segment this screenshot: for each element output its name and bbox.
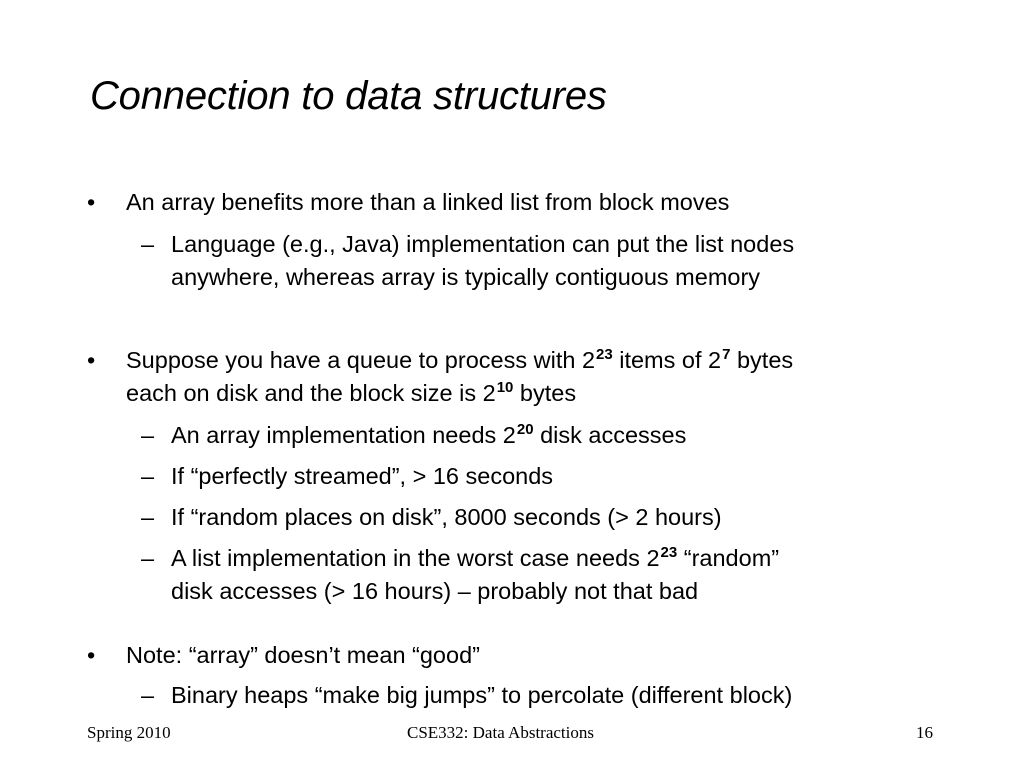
bullet-2-sub-1-part-a: An array implementation needs 2 [171,422,516,448]
dash-marker: – [141,422,155,448]
dash-marker: – [141,504,155,530]
footer-course: CSE332: Data Abstractions [407,723,594,742]
dash-marker: – [141,682,155,708]
exponent-23: 23 [596,346,613,363]
bullet-marker: • [87,189,96,215]
bullet-1-sub-1-line-2: anywhere, whereas array is typically contiguous memory [171,264,761,290]
footer-page-number: 16 [916,723,933,742]
bullet-1-text: An array benefits more than a linked list from block moves [126,189,730,215]
bullet-2-sub-4-line-1 [171,544,779,576]
bullet-3-text: Note: “array” doesn’t mean “good” [126,642,480,668]
bullet-2-line-2-part-a: each on disk and the block size is 2 [126,380,496,406]
bullet-2-line-2-part-b: bytes [513,380,577,406]
bullet-1-sub-1-line-1: Language (e.g., Java) implementation can put the list nodes [171,231,795,257]
bullet-2-line-1-part-c: bytes [730,347,794,373]
bullet-2-sub-1-part-b: disk accesses [533,422,687,448]
bullet-3-sub-1: Binary heaps “make big jumps” to percolate (different block) [171,682,793,708]
bullet-2-sub-1 [171,421,686,453]
exponent-10: 10 [496,379,514,396]
bullet-2-line-1-part-b: items of 2 [612,347,722,373]
footer-term: Spring 2010 [87,723,171,742]
exponent-7: 7 [722,346,731,363]
slide-title: Connection to data structures [90,74,607,118]
dash-marker: – [141,545,155,571]
bullet-2-line-1 [126,346,793,378]
bullet-2-sub-3: If “random places on disk”, 8000 seconds (> 2 hours) [171,504,722,530]
bullet-2-sub-4-part-b: “random” [677,545,780,571]
bullet-2-sub-4-line-2: disk accesses (> 16 hours) – probably not that bad [171,578,699,604]
bullet-2-sub-4-part-a: A list implementation in the worst case needs 2 [171,545,660,571]
dash-marker: – [141,231,155,257]
bullet-2-line-2 [126,379,576,411]
bullet-marker: • [87,642,96,668]
dash-marker: – [141,463,155,489]
exponent-20: 20 [516,421,534,438]
exponent-23: 23 [660,544,678,561]
bullet-2-line-1-part-a: Suppose you have a queue to process with 2 [126,347,596,373]
bullet-marker: • [87,347,96,373]
bullet-2-sub-2: If “perfectly streamed”, > 16 seconds [171,463,554,489]
